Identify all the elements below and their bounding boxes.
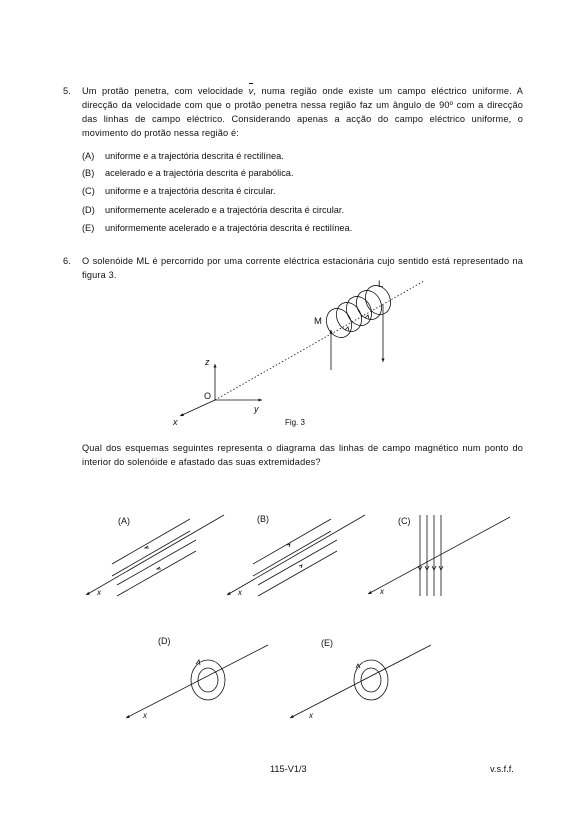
label-y: y bbox=[254, 404, 259, 414]
label-origin: O bbox=[204, 391, 212, 401]
scheme-axis-label: x bbox=[97, 588, 101, 597]
solenoid-ml bbox=[322, 281, 395, 370]
question-6-number: 6. bbox=[63, 256, 71, 266]
scheme-label: (E) bbox=[321, 638, 333, 648]
scheme-label: (C) bbox=[398, 516, 411, 526]
continue-note: v.s.f.f. bbox=[490, 764, 514, 774]
scheme-a[interactable] bbox=[86, 515, 224, 597]
figure-caption: Fig. 3 bbox=[285, 418, 306, 427]
label-l: L bbox=[378, 279, 384, 290]
scheme-label: (A) bbox=[118, 516, 130, 526]
option-text: acelerado e a trajectória descrita é parabólica. bbox=[105, 168, 294, 178]
question-5-number: 5. bbox=[63, 86, 71, 96]
option-label: (C) bbox=[82, 186, 95, 196]
label-x: x bbox=[173, 417, 178, 427]
scheme-axis-label: x bbox=[309, 711, 313, 720]
figure-3 bbox=[172, 279, 424, 427]
option-label: (A) bbox=[82, 151, 95, 161]
scheme-axis-label: x bbox=[143, 711, 147, 720]
question-5-text: Um protão penetra, com velocidade v, numa região onde existe um campo eléctrico uniforme. A direcção da velocidade com que o protão penetra nessa região faz um ângulo de 90º com a direcção das linhas de campo eléctrico. Considerando apenas a acção do campo eléctrico uniforme, o movimento do protão nessa região é: bbox=[82, 86, 524, 138]
scheme-label: (B) bbox=[257, 514, 269, 524]
velocity-vector-symbol: v bbox=[248, 86, 254, 96]
x-axis bbox=[180, 400, 215, 416]
question-6-prompt: Qual dos esquemas seguintes representa o diagrama das linhas de campo magnético num ponto do interior do solenóide e afastado das suas extremidades? bbox=[82, 443, 523, 467]
scheme-c[interactable] bbox=[368, 515, 510, 596]
option-text: uniforme e a trajectória descrita é circular. bbox=[105, 186, 276, 196]
label-z: z bbox=[205, 357, 210, 367]
scheme-e[interactable] bbox=[290, 638, 431, 720]
option-text: uniformemente acelerado e a trajectória descrita é rectilínea. bbox=[105, 223, 353, 233]
label-m: M bbox=[314, 316, 322, 327]
solenoid-axis-line bbox=[215, 281, 424, 400]
page-code: 115-V1/3 bbox=[270, 764, 307, 774]
scheme-axis-label: x bbox=[380, 587, 384, 596]
option-text: uniformemente acelerado e a trajectória descrita é circular. bbox=[105, 205, 344, 215]
option-label: (E) bbox=[82, 223, 95, 233]
question-6-text: O solenóide ML é percorrido por uma corrente eléctrica estacionária cujo sentido está representado na figura 3. bbox=[82, 256, 523, 280]
scheme-label: (D) bbox=[158, 636, 171, 646]
scheme-b[interactable] bbox=[227, 514, 365, 597]
scheme-axis-label: x bbox=[238, 588, 242, 597]
option-text: uniforme e a trajectória descrita é rectilínea. bbox=[105, 151, 284, 161]
scheme-d[interactable] bbox=[126, 636, 268, 720]
option-label: (D) bbox=[82, 205, 95, 215]
option-label: (B) bbox=[82, 168, 95, 178]
